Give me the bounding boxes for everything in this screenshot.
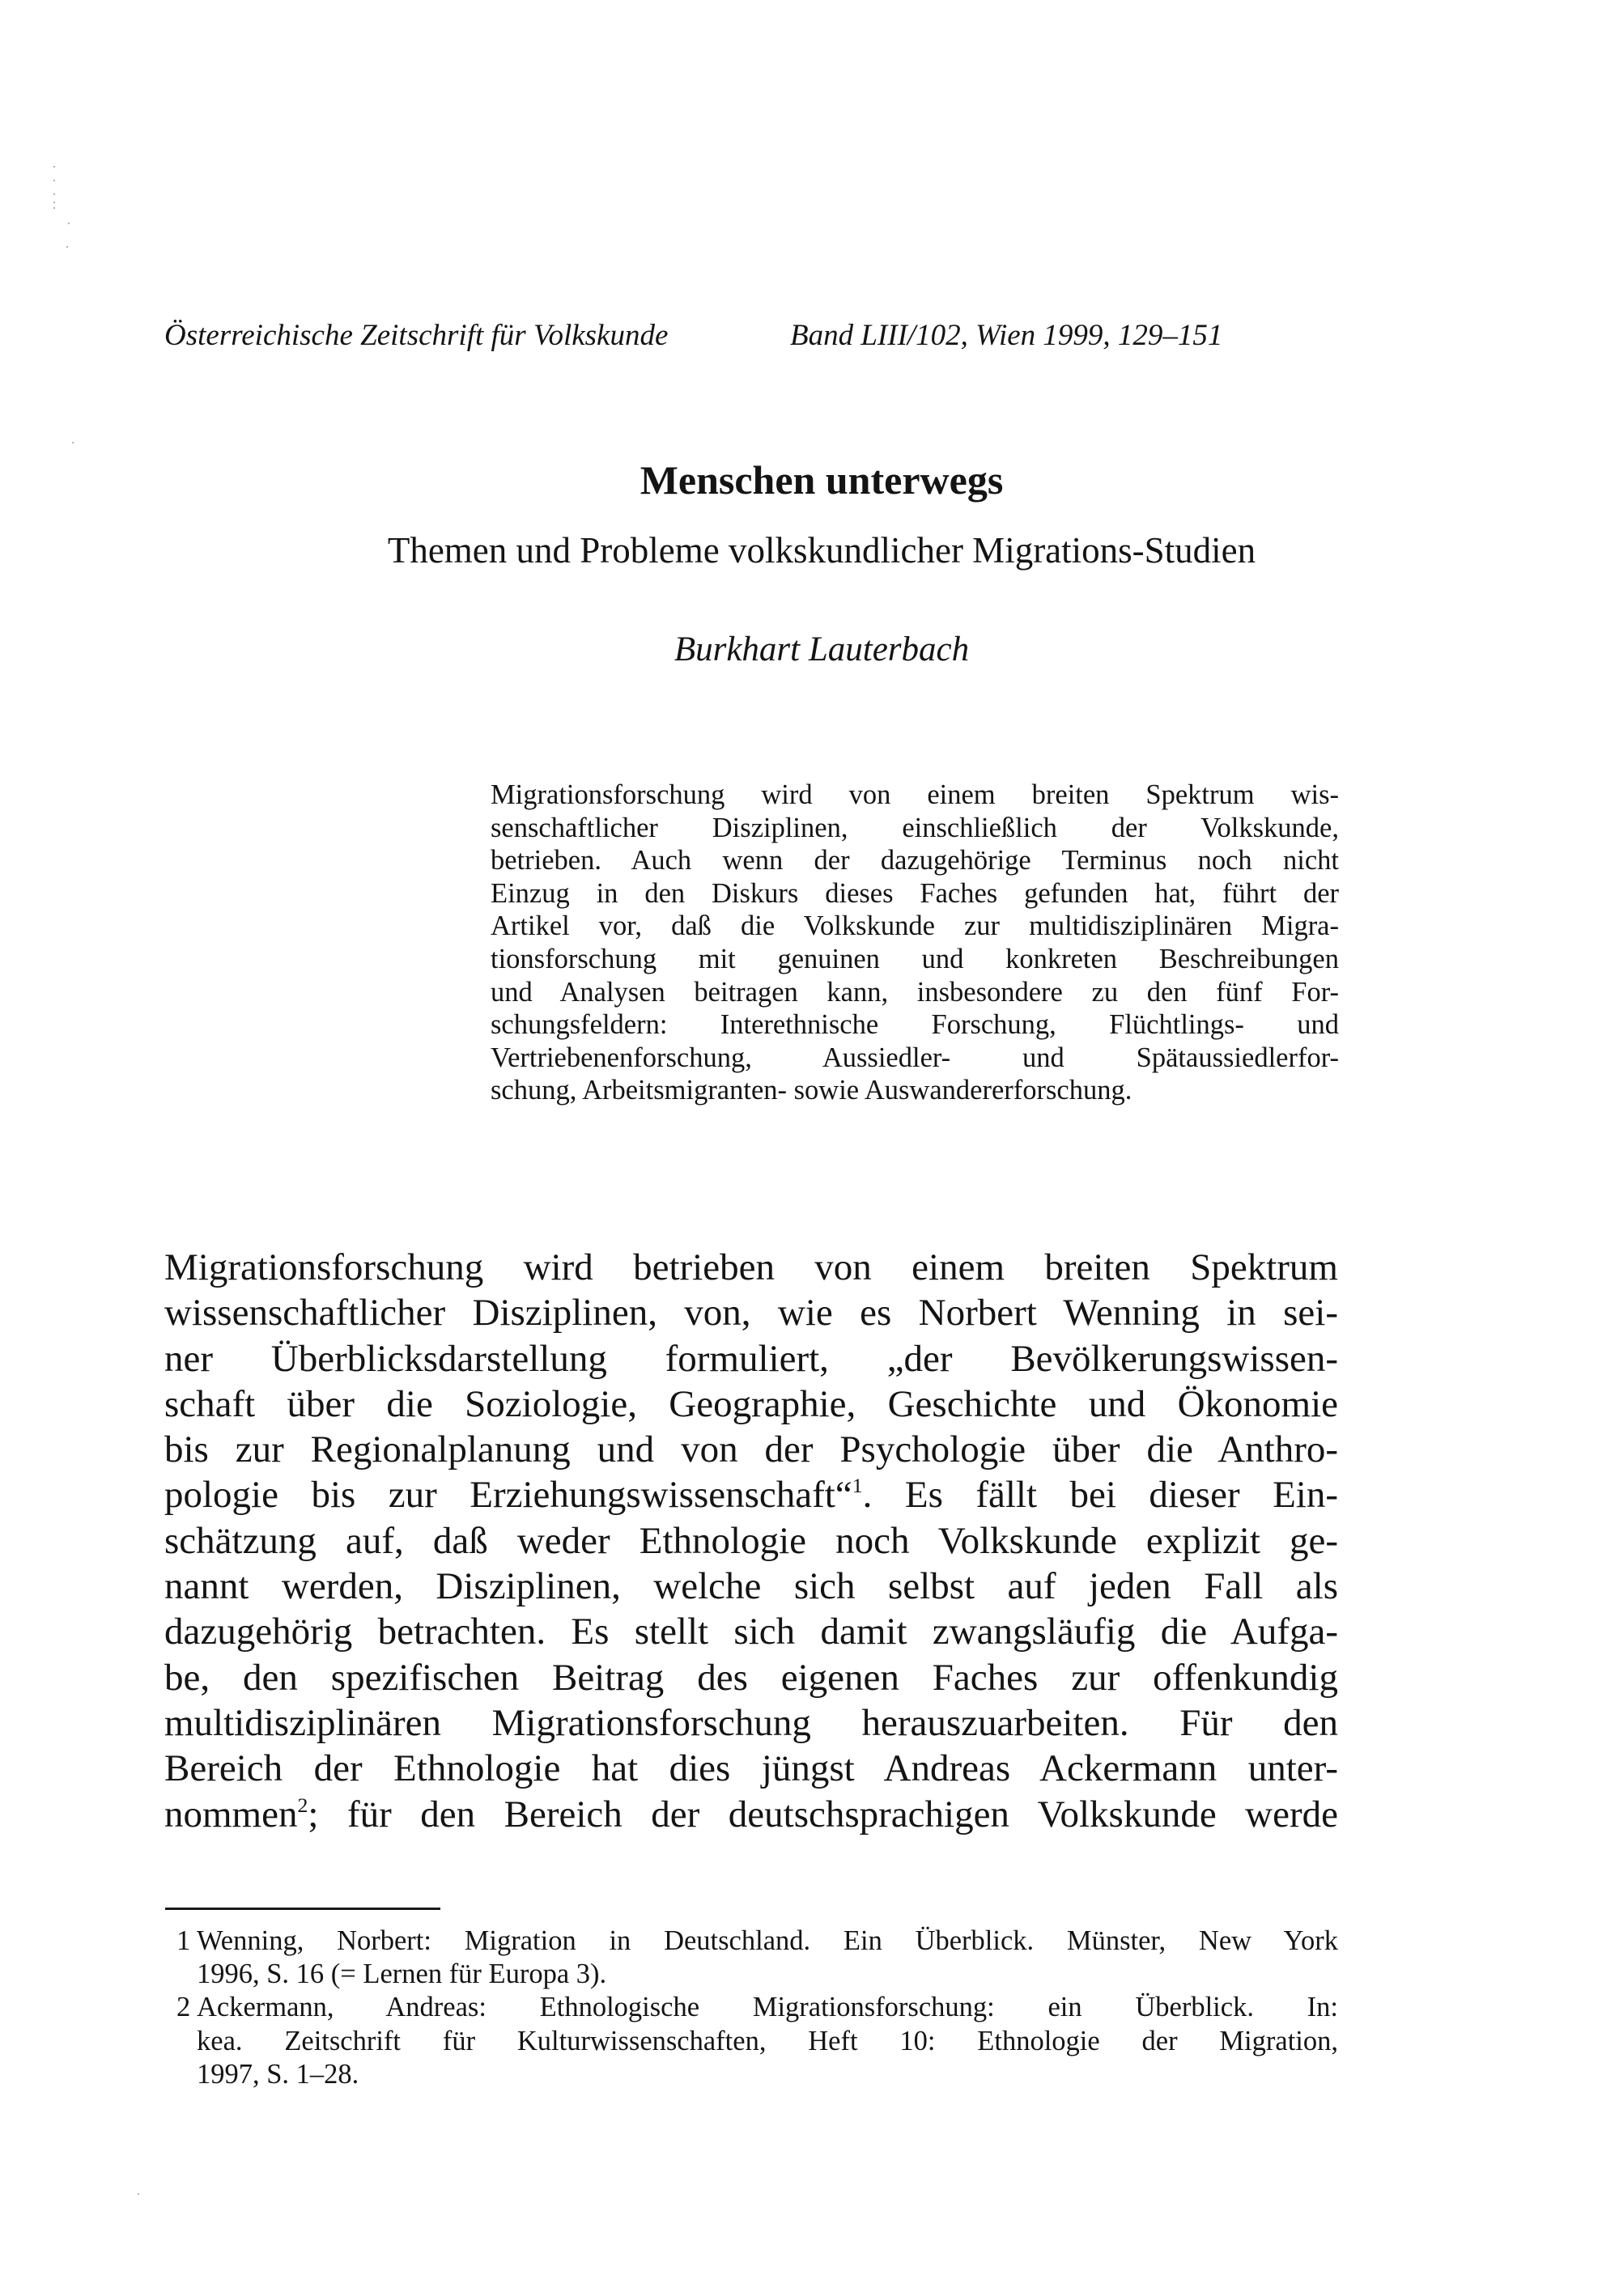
footnote-line: 1997, S. 1–28. xyxy=(197,2058,359,2090)
scan-artifact xyxy=(53,202,55,203)
scan-artifact xyxy=(53,180,55,181)
footnote-line: 1996, S. 16 (= Lernen für Europa 3). xyxy=(197,1959,607,1990)
scan-artifact xyxy=(72,442,74,443)
abstract-line: Einzug in den Diskurs dieses Faches gefunden hat, führt der xyxy=(491,877,1339,909)
scan-artifact xyxy=(66,246,68,248)
body-text-segment: ; für den Bereich der deutschsprachigen Volkskunde werde xyxy=(308,1793,1338,1836)
body-line: schätzung auf, daß weder Ethnologie noch Volkskunde explizit ge- xyxy=(164,1519,1338,1562)
footnote-line: Ackermann, Andreas: Ethnologische Migrationsforschung: ein Überblick. In: xyxy=(197,1992,1338,2023)
footnote-divider xyxy=(165,1908,440,1910)
abstract-line: schungsfeldern: Interethnische Forschung, Flüchtlings- und xyxy=(491,1009,1339,1041)
footnote-ref-1[interactable]: 1 xyxy=(852,1474,863,1498)
scan-artifact xyxy=(138,2193,139,2195)
abstract-line: schung, Arbeitsmigranten- sowie Auswandererforschung. xyxy=(491,1075,1132,1106)
body-text-segment: . Es fällt bei dieser Ein- xyxy=(862,1474,1338,1517)
body-text-segment: pologie bis zur Erziehungswissenschaft“ xyxy=(164,1474,852,1517)
journal-name: Österreichische Zeitschrift für Volkskunde xyxy=(164,319,669,352)
body-text-segment: nommen xyxy=(164,1793,298,1836)
scan-artifact xyxy=(68,223,70,224)
body-line xyxy=(164,1472,1338,1517)
body-line: multidisziplinären Migrationsforschung herauszuarbeiten. Für den xyxy=(164,1701,1338,1744)
footnote-line: kea. Zeitschrift für Kulturwissenschaften, Heft 10: Ethnologie der Migration, xyxy=(197,2025,1338,2056)
body-line: nannt werden, Disziplinen, welche sich selbst auf jeden Fall als xyxy=(164,1565,1338,1608)
footnotes xyxy=(164,1925,1338,2091)
abstract-line: tionsforschung mit genuinen und konkreten Beschreibungen xyxy=(491,943,1339,974)
body-line: Bereich der Ethnologie hat dies jüngst Andreas Ackermann unter- xyxy=(164,1747,1338,1790)
article-subtitle: Themen und Probleme volkskundlicher Migrations-Studien xyxy=(387,530,1256,571)
body-line xyxy=(164,1792,1338,1837)
abstract-line: betrieben. Auch wenn der dazugehörige Terminus noch nicht xyxy=(491,845,1339,876)
scan-artifact xyxy=(53,207,55,209)
footnote-number: 1 xyxy=(176,1925,191,1956)
abstract-line: senschaftlicher Disziplinen, einschließlich der Volkskunde, xyxy=(491,812,1339,843)
article-title: Menschen unterwegs xyxy=(640,457,1004,503)
abstract-line: und Analysen beitragen kann, insbesondere zu den fünf For- xyxy=(491,976,1339,1008)
footnote-number: 2 xyxy=(176,1992,191,2023)
body-line: ner Überblicksdarstellung formuliert, „der Bevölkerungswissen- xyxy=(164,1337,1338,1380)
footnote-ref-2[interactable]: 2 xyxy=(297,1793,308,1817)
volume-info: Band LIII/102, Wien 1999, 129–151 xyxy=(790,319,1223,352)
body-text xyxy=(164,1245,1338,1837)
body-line: dazugehörig betrachten. Es stellt sich damit zwangsläufig die Aufga- xyxy=(164,1611,1338,1653)
abstract xyxy=(491,779,1339,1107)
footnote-2 xyxy=(164,1991,1338,2091)
article-author: Burkhart Lauterbach xyxy=(674,630,970,668)
body-line: wissenschaftlicher Disziplinen, von, wie es Norbert Wenning in sei- xyxy=(164,1292,1338,1335)
running-head xyxy=(164,318,1338,359)
body-line: bis zur Regionalplanung und von der Psychologie über die Anthro- xyxy=(164,1428,1338,1471)
body-line: be, den spezifischen Beitrag des eigenen Faches zur offenkundig xyxy=(164,1656,1338,1699)
body-line: schaft über die Soziologie, Geographie, Geschichte und Ökonomie xyxy=(164,1382,1338,1425)
scan-artifact xyxy=(53,166,55,168)
abstract-line: Artikel vor, daß die Volkskunde zur multidisziplinären Migra- xyxy=(491,910,1339,942)
footnote-1 xyxy=(164,1925,1338,1991)
abstract-line: Vertriebenenforschung, Aussiedler- und Spätaussiedlerfor- xyxy=(491,1042,1339,1073)
scan-artifact xyxy=(53,193,55,195)
footnote-line: Wenning, Norbert: Migration in Deutschland. Ein Überblick. Münster, New York xyxy=(197,1925,1338,1956)
abstract-line: Migrationsforschung wird von einem breiten Spektrum wis- xyxy=(491,779,1339,810)
body-line: Migrationsforschung wird betrieben von einem breiten Spektrum xyxy=(164,1246,1338,1288)
